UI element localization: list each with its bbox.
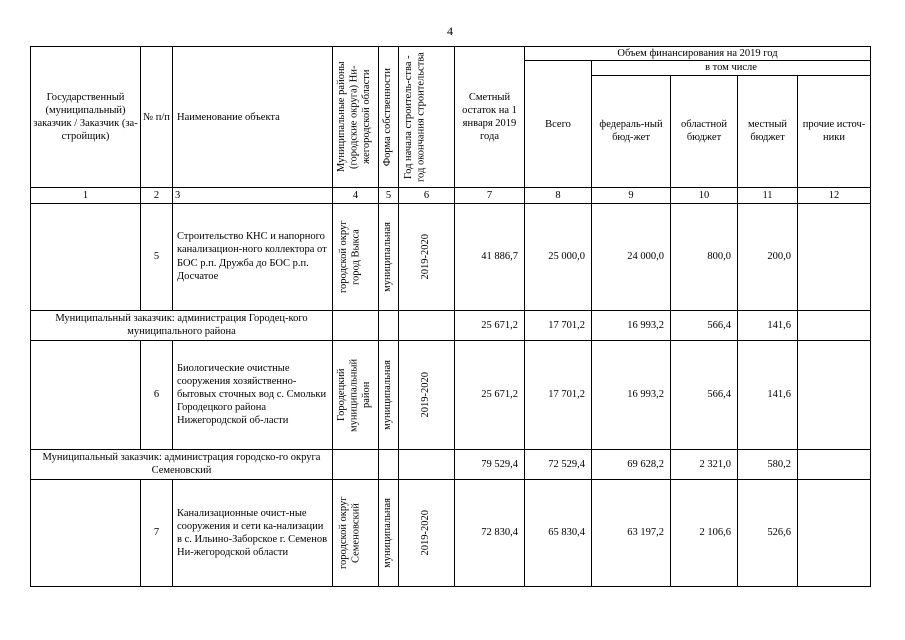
cell-object-name: Строительство КНС и напорного канализацион-ного коллектора от БОС р.п. Дружба до БОС р.п. Досчатое [173,203,333,310]
cell-empty [379,449,399,479]
cell-local: 580,2 [738,449,798,479]
cell-object-name: Биологические очистные сооружения хозяйственно-бытовых сточных вод с. Смольки Городецкого района Нижегородской об-ласти [173,340,333,449]
cell-other [798,480,871,587]
cell-object-name: Канализационные очист-ные сооружения и сети ка-нализации в с. Ильино-Заборское г. Семенов Ни-жегородской области [173,480,333,587]
financing-table [30,46,871,587]
cell-local: 200,0 [738,203,798,310]
cell-customer-label: Муниципальный заказчик: администрация городско-го округа Семеновский [31,449,333,479]
header-row-1 [31,47,871,61]
header-balance: Сметный остаток на 1 января 2019 года [455,47,525,188]
table-row-customer-semenov [31,449,871,479]
col-num-11: 11 [738,188,798,203]
cell-total: 65 830,4 [525,480,592,587]
col-num-5: 5 [379,188,399,203]
cell-other [798,449,871,479]
cell-federal: 24 000,0 [592,203,671,310]
cell-empty [399,449,455,479]
header-customer: Государственный (муниципальный) заказчик / Заказчик (за-стройщик) [31,47,141,188]
col-num-7: 7 [455,188,525,203]
cell-total: 17 701,2 [525,310,592,340]
cell-number: 6 [141,340,173,449]
cell-other [798,203,871,310]
header-other: прочие источ-ники [798,75,871,188]
cell-balance: 41 886,7 [455,203,525,310]
col-num-12: 12 [798,188,871,203]
table-row-object-6 [31,340,871,449]
header-funding-group: Объем финансирования на 2019 год [525,47,871,61]
cell-number: 7 [141,480,173,587]
cell-customer-empty [31,480,141,587]
cell-district: Городецкий муниципальный район [333,340,379,449]
cell-empty [379,310,399,340]
col-num-10: 10 [671,188,738,203]
col-num-3: 3 [173,188,333,203]
cell-regional: 2 106,6 [671,480,738,587]
cell-federal: 69 628,2 [592,449,671,479]
cell-years: 2019-2020 [399,203,455,310]
cell-total: 17 701,2 [525,340,592,449]
cell-balance: 25 671,2 [455,340,525,449]
cell-local: 526,6 [738,480,798,587]
cell-balance: 79 529,4 [455,449,525,479]
cell-ownership: муниципальная [379,480,399,587]
col-num-2: 2 [141,188,173,203]
header-including: в том числе [592,61,871,75]
col-num-8: 8 [525,188,592,203]
cell-years: 2019-2020 [399,480,455,587]
cell-regional: 566,4 [671,310,738,340]
cell-regional: 800,0 [671,203,738,310]
cell-empty [333,449,379,479]
cell-years: 2019-2020 [399,340,455,449]
cell-total: 25 000,0 [525,203,592,310]
cell-other [798,340,871,449]
header-federal: федераль-ный бюд-жет [592,75,671,188]
header-local: местный бюджет [738,75,798,188]
cell-regional: 566,4 [671,340,738,449]
cell-federal: 63 197,2 [592,480,671,587]
col-num-6: 6 [399,188,455,203]
column-numbers-row [31,188,871,203]
cell-local: 141,6 [738,340,798,449]
cell-federal: 16 993,2 [592,340,671,449]
cell-balance: 72 830,4 [455,480,525,587]
table-row-object-7 [31,480,871,587]
cell-number: 5 [141,203,173,310]
page-number: 4 [447,24,453,38]
cell-district: городской округ Семеновский [333,480,379,587]
col-num-4: 4 [333,188,379,203]
cell-customer-empty [31,203,141,310]
header-total: Всего [525,61,592,188]
cell-empty [333,310,379,340]
cell-customer-label: Муниципальный заказчик: администрация Городец-кого муниципального района [31,310,333,340]
table-row-customer-gorodets [31,310,871,340]
cell-local: 141,6 [738,310,798,340]
cell-federal: 16 993,2 [592,310,671,340]
header-number: № п/п [141,47,173,188]
col-num-9: 9 [592,188,671,203]
cell-balance: 25 671,2 [455,310,525,340]
cell-other [798,310,871,340]
cell-empty [399,310,455,340]
col-num-1: 1 [31,188,141,203]
cell-regional: 2 321,0 [671,449,738,479]
header-object-name: Наименование объекта [173,47,333,188]
header-district: Муниципальные районы (городские округа) Ни-жегородской области [333,47,379,188]
header-ownership: Форма собственности [379,47,399,188]
cell-ownership: муниципальная [379,340,399,449]
cell-customer-empty [31,340,141,449]
cell-district: городской округ город Выкса [333,203,379,310]
cell-total: 72 529,4 [525,449,592,479]
header-regional: областной бюджет [671,75,738,188]
header-years: Год начала строитель-ства - год окончания строительства [399,47,455,188]
cell-ownership: муниципальная [379,203,399,310]
table-row-object-5 [31,203,871,310]
